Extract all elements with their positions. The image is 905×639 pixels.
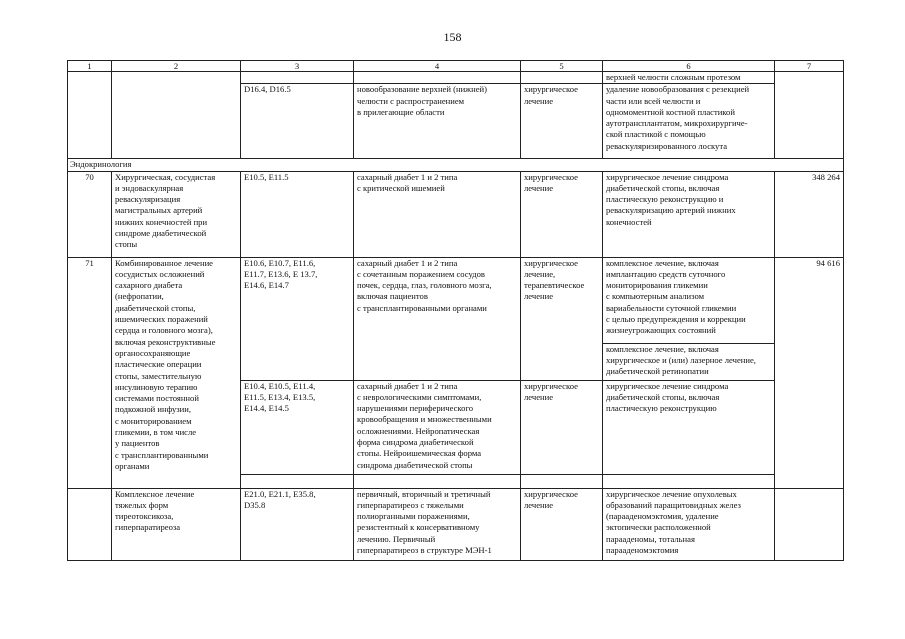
cont-treatment-type: хирургическое лечение: [521, 84, 603, 159]
cell: [354, 72, 521, 84]
cont-icd-codes: D16.4, D16.5: [241, 84, 354, 159]
service-name: Комбинированное лечение сосудистых осложнений сахарного диабета (нефропатии, диабетической стопы, ишемических поражений сердца и головного мозга), включая реконструктивные органосохраняющие пластические операции стопы, заместительную инсулиновую терапию системами постоянной подкожной инфузии, с мониторированием гликемии, в том числе у пациентов с трансплантированными органами: [112, 257, 241, 488]
cost: 348 264: [775, 171, 844, 257]
col-header-5: 5: [521, 61, 603, 72]
treatment-method: комплексное лечение, включая имплантацию средств суточного мониторирования гликемии с компьютерным анализом вариабельности суточной гликемии с целью предупреждения и коррекции жизнеугрожающих состояний: [603, 257, 775, 343]
col-header-4: 4: [354, 61, 521, 72]
treatment-type: хирургическое лечение: [521, 380, 603, 474]
treatment-type: хирургическое лечение, терапевтическое лечение: [521, 257, 603, 380]
diagnosis: сахарный диабет 1 и 2 типа с критической ишемией: [354, 171, 521, 257]
row-number: 70: [68, 171, 112, 257]
col-header-1: 1: [68, 61, 112, 72]
cell: [521, 474, 603, 488]
cell: [354, 474, 521, 488]
cell: [241, 474, 354, 488]
treatment-method: комплексное лечение, включая хирургическое и (или) лазерное лечение, диабетической ретинопатии: [603, 343, 775, 380]
icd-codes: E10.6, E10.7, E11.6, E11.7, E13.6, E 13.7, E14.6, E14.7: [241, 257, 354, 380]
icd-codes: E10.5, E11.5: [241, 171, 354, 257]
column-number-row: [68, 61, 844, 72]
service-name: Комплексное лечение тяжелых форм тиреотоксикоза, гиперпаратиреоза: [112, 488, 241, 560]
page-number: 158: [443, 30, 462, 44]
services-table: [67, 60, 844, 561]
treatment-method: хирургическое лечение опухолевых образований паращитовидных желез (парааденомэктомия, удаление эктопически расположенной парааденомы, тотальная парааденомэктомия: [603, 488, 775, 560]
cell: [112, 72, 241, 159]
cont-treatment-method: удаление новообразования с резекцией части или всей челюсти и одномоментной костной пластикой аутотрансплантатом, микрохирургиче- ской пластикой с помощью реваскуляризированного лоскута: [603, 84, 775, 159]
treatment-type: хирургическое лечение: [521, 171, 603, 257]
diagnosis: сахарный диабет 1 и 2 типа с сочетанным поражением сосудов почек, сердца, глаз, головного мозга, включая пациентов с трансплантированными органами: [354, 257, 521, 380]
cont-treatment-top: верхней челюсти сложным протезом: [603, 72, 775, 84]
cell: [521, 72, 603, 84]
cell: [68, 72, 112, 159]
col-header-7: 7: [775, 61, 844, 72]
table-row: [68, 72, 844, 84]
table-row: [68, 488, 844, 560]
table-row: [68, 171, 844, 257]
cell: [775, 72, 844, 159]
cost: [775, 488, 844, 560]
col-header-2: 2: [112, 61, 241, 72]
treatment-type: хирургическое лечение: [521, 488, 603, 560]
treatment-method: хирургическое лечение синдрома диабетической стопы, включая пластическую реконструкцию: [603, 380, 775, 474]
section-label: Эндокринология: [68, 159, 844, 171]
row-number: 71: [68, 257, 112, 488]
diagnosis: сахарный диабет 1 и 2 типа с неврологическими симптомами, нарушениями периферического кровообращения и множественными осложнениями. Нейропатическая форма синдрома диабетической стопы. Нейроишемическая форма синдрома диабетической стопы: [354, 380, 521, 474]
cell: [241, 72, 354, 84]
col-header-6: 6: [603, 61, 775, 72]
col-header-3: 3: [241, 61, 354, 72]
cont-diagnosis: новообразование верхней (нижней) челюсти с распространением в прилегающие области: [354, 84, 521, 159]
section-row: [68, 159, 844, 171]
diagnosis: первичный, вторичный и третичный гиперпаратиреоз с тяжелыми полиорганными поражениями, резистентный к консервативному лечению. Первичный гиперпаратиреоз в структуре МЭН-1: [354, 488, 521, 560]
cost: 94 616: [775, 257, 844, 488]
table-row: [68, 257, 844, 343]
icd-codes: E10.4, E10.5, E11.4, E11.5, E13.4, E13.5, E14.4, E14.5: [241, 380, 354, 474]
service-name: Хирургическая, сосудистая и эндоваскулярная реваскуляризация магистральных артерий нижних конечностей при синдроме диабетической стопы: [112, 171, 241, 257]
icd-codes: E21.0, E21.1, E35.8, D35.8: [241, 488, 354, 560]
cell: [603, 474, 775, 488]
treatment-method: хирургическое лечение синдрома диабетической стопы, включая пластическую реконструкцию и реваскуляризацию артерий нижних конечностей: [603, 171, 775, 257]
row-number: [68, 488, 112, 560]
